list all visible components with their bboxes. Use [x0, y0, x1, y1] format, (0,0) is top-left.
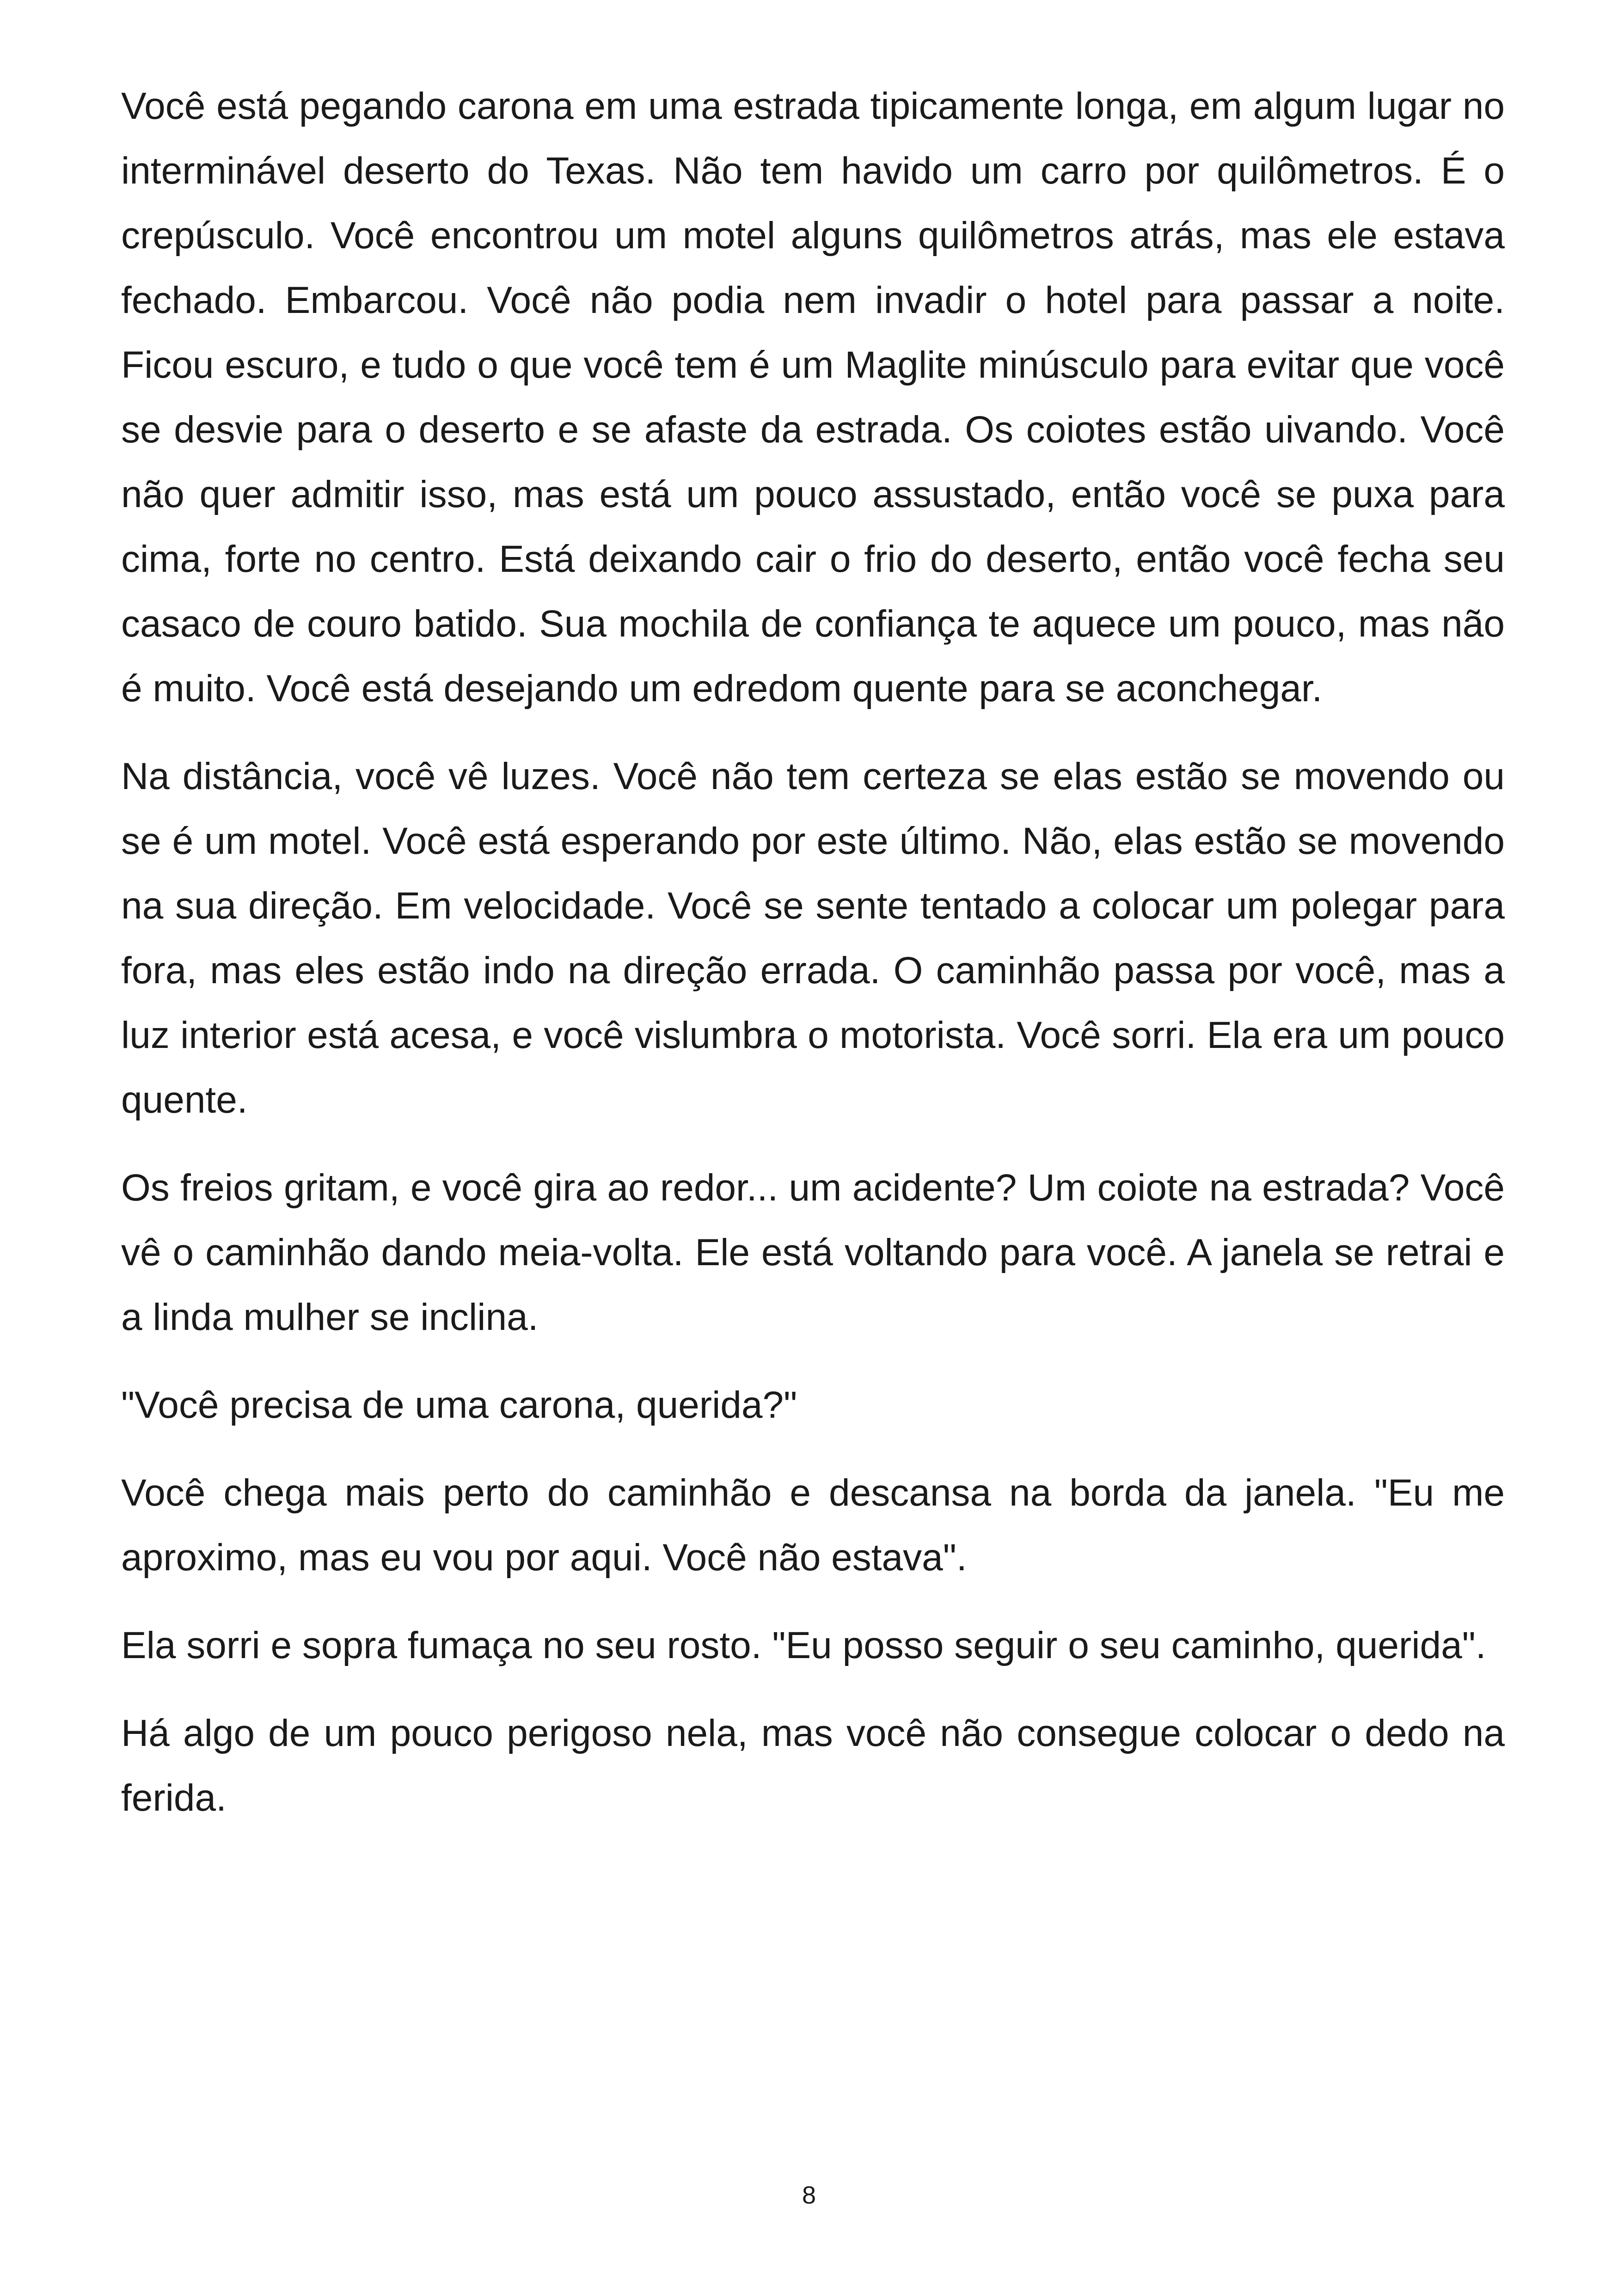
- paragraph: Você chega mais perto do caminhão e descansa na borda da janela. "Eu me aproximo, mas eu vou por aqui. Você não estava".: [121, 1472, 1505, 1579]
- paragraph: "Você precisa de uma carona, querida?": [121, 1384, 797, 1426]
- paragraph: Há algo de um pouco perigoso nela, mas você não consegue colocar o dedo na ferida.: [121, 1712, 1505, 1819]
- body-text: [121, 74, 1505, 1854]
- paragraph: Você está pegando carona em uma estrada tipicamente longa, em algum lugar no interminável deserto do Texas. Não tem havido um carro por quilômetros. É o crepúsculo. Você encontrou um motel alguns quilômetros atrás, mas ele estava fechado. Embarcou. Você não podia nem invadir o hotel para passar a noite. Ficou escuro, e tudo o que você tem é um Maglite minúsculo para evitar que você se desvie para o deserto e se afaste da estrada. Os coiotes estão uivando. Você não quer admitir isso, mas está um pouco assustado, então você se puxa para cima, forte no centro. Está deixando cair o frio do deserto, então você fecha seu casaco de couro batido. Sua mochila de confiança te aquece um pouco, mas não é muito. Você está desejando um edredom quente para se aconchegar.: [121, 85, 1505, 710]
- paragraph: Os freios gritam, e você gira ao redor... um acidente? Um coiote na estrada? Você vê o caminhão dando meia-volta. Ele está voltando para você. A janela se retrai e a linda mulher se inclina.: [121, 1167, 1505, 1338]
- paragraph: Ela sorri e sopra fumaça no seu rosto. "Eu posso seguir o seu caminho, querida".: [121, 1624, 1486, 1666]
- paragraph: Na distância, você vê luzes. Você não tem certeza se elas estão se movendo ou se é um motel. Você está esperando por este último. Não, elas estão se movendo na sua direção. Em velocidade. Você se sente tentado a colocar um polegar para fora, mas eles estão indo na direção errada. O caminhão passa por você, mas a luz interior está acesa, e você vislumbra o motorista. Você sorri. Ela era um pouco quente.: [121, 755, 1505, 1121]
- page-number: 8: [802, 2181, 816, 2209]
